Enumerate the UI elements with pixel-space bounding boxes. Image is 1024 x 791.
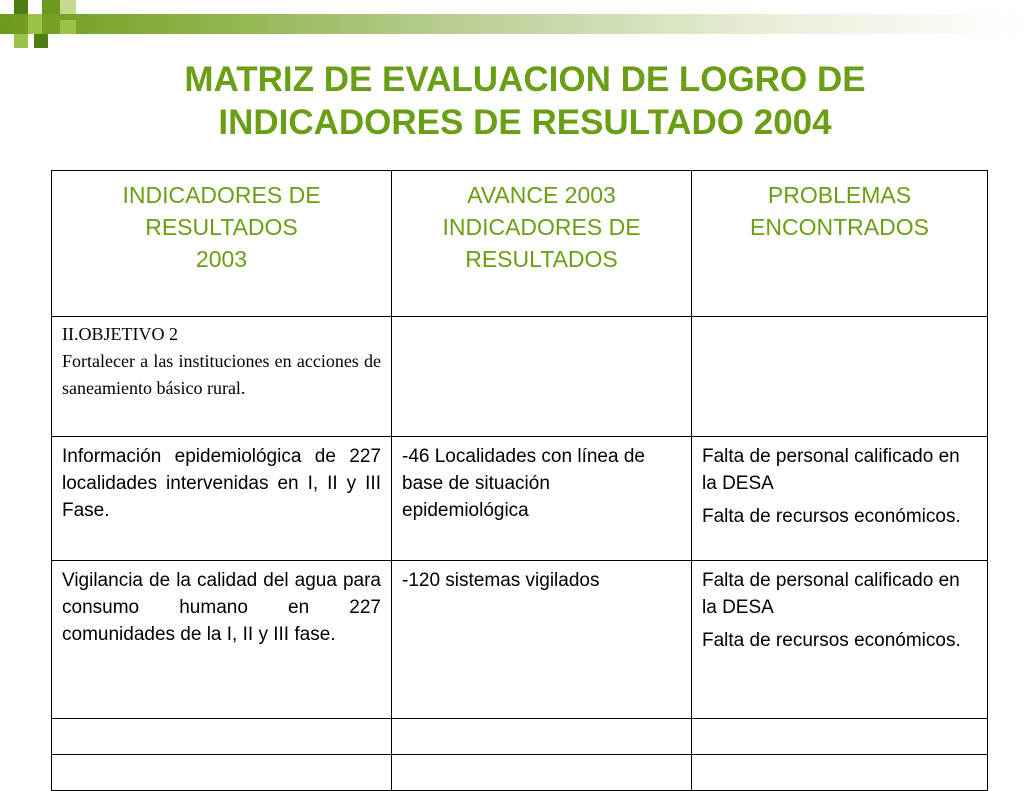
table-row — [52, 561, 988, 719]
decor-square — [60, 20, 76, 34]
page-title — [100, 58, 950, 144]
header-problemas — [692, 171, 988, 317]
decor-square — [0, 20, 14, 34]
header-line: 2003 — [195, 246, 248, 272]
header-line: AVANCE 2003 — [467, 182, 616, 208]
avance-cell: -120 sistemas vigilados — [392, 561, 692, 719]
decor-square — [14, 0, 28, 14]
table-header-row — [52, 171, 988, 317]
problem-item: Falta de recursos económicos. — [702, 630, 961, 651]
problems-cell — [692, 437, 988, 561]
objective-text: Fortalecer a las instituciones en acciones de saneamiento básico rural. — [62, 351, 381, 398]
header-avance — [392, 171, 692, 317]
title-line-2: INDICADORES DE RESULTADO 2004 — [218, 103, 832, 142]
problem-item: Falta de personal calificado en la DESA — [702, 570, 960, 618]
empty-cell — [52, 755, 392, 791]
empty-cell — [692, 755, 988, 791]
empty-cell — [692, 317, 988, 437]
decor-square — [28, 14, 42, 34]
header-line: RESULTADOS — [465, 246, 618, 272]
decor-square — [42, 0, 60, 14]
table-row-empty — [52, 755, 988, 791]
empty-cell — [692, 719, 988, 755]
header-gradient-bar — [0, 14, 1024, 34]
objective-label: II.OBJETIVO 2 — [62, 324, 178, 344]
table-row-empty — [52, 719, 988, 755]
indicator-cell: Información epidemiológica de 227 localidades intervenidas en I, II y III Fase. — [52, 437, 392, 561]
decor-square — [60, 0, 76, 14]
problems-cell — [692, 561, 988, 719]
header-line: RESULTADOS — [145, 214, 298, 240]
header-line: PROBLEMAS — [767, 182, 912, 208]
decor-square — [34, 34, 48, 48]
table-row — [52, 437, 988, 561]
header-line: INDICADORES DE — [122, 182, 321, 208]
indicator-cell: Vigilancia de la calidad del agua para consumo humano en 227 comunidades de la I, II y III fase. — [52, 561, 392, 719]
decor-square — [14, 34, 28, 48]
empty-cell — [52, 719, 392, 755]
header-indicadores — [52, 171, 392, 317]
evaluation-table — [51, 170, 988, 791]
problem-item: Falta de personal calificado en la DESA — [702, 446, 960, 494]
avance-cell: -46 Localidades con línea de base de situación epidemiológica — [392, 437, 692, 561]
table-row-objective — [52, 317, 988, 437]
problem-item: Falta de recursos económicos. — [702, 506, 961, 527]
empty-cell — [392, 755, 692, 791]
header-line: ENCONTRADOS — [750, 214, 929, 240]
title-line-1: MATRIZ DE EVALUACION DE LOGRO DE — [184, 60, 866, 99]
empty-cell — [392, 317, 692, 437]
empty-cell — [392, 719, 692, 755]
header-line: INDICADORES DE — [442, 214, 641, 240]
objective-cell — [52, 317, 392, 437]
